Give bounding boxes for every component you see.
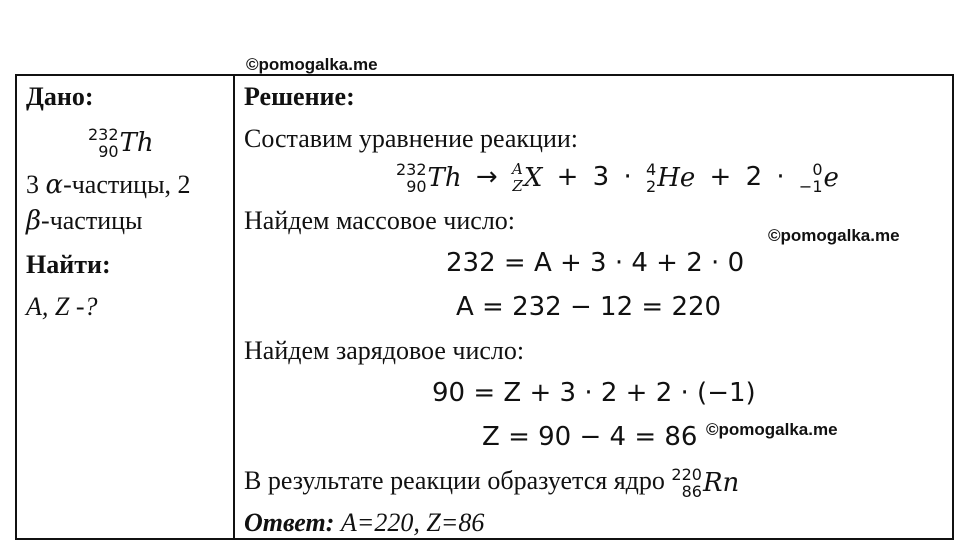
reaction-equation: 232 90 Th → A Z X + 3 · 4 2 He + 2 · 0 −1 e: [396, 159, 839, 196]
given-alpha-line: 3 α-частицы, 2: [26, 170, 191, 200]
answer-value: A=220, Z=86: [334, 508, 485, 537]
nucleus-product: A Z X: [511, 159, 543, 195]
given-beta-line: β-частицы: [26, 206, 143, 236]
step2-text: Найдем массовое число:: [244, 206, 516, 235]
watermark: ©pomogalka.me: [768, 226, 900, 245]
charge-equation-1: 90 = Z + 3 · 2 + 2 · (−1): [432, 378, 756, 408]
mass-equation-1: 232 = A + 3 · 4 + 2 · 0: [446, 248, 745, 278]
nucleus-helium: 4 2 He: [646, 159, 696, 196]
given-heading: Дано:: [26, 82, 94, 111]
particle-electron: 0 −1 e: [798, 159, 839, 196]
solution-heading: Решение:: [244, 82, 355, 111]
step3-text: Найдем зарядовое число:: [244, 336, 525, 365]
watermark: ©pomogalka.me: [246, 55, 378, 74]
watermark: ©pomogalka.me: [706, 420, 838, 439]
given-nucleus: 232 90 Th: [88, 125, 154, 162]
answer-label: Ответ:: [244, 508, 335, 537]
mass-equation-2: A = 232 − 12 = 220: [456, 292, 722, 322]
nucleus-radon: 220 86 Rn: [671, 465, 740, 502]
column-divider: [233, 74, 235, 540]
result-text: В результате реакции образуется ядро 220 86 Rn: [244, 465, 740, 502]
nucleus-thorium: 232 90 Th: [396, 159, 462, 196]
find-heading: Найти:: [26, 250, 111, 279]
step1-text: Составим уравнение реакции:: [244, 124, 579, 153]
answer-line: [244, 506, 484, 540]
find-text: A, Z -?: [26, 292, 98, 321]
charge-equation-2: Z = 90 − 4 = 86: [482, 422, 698, 452]
